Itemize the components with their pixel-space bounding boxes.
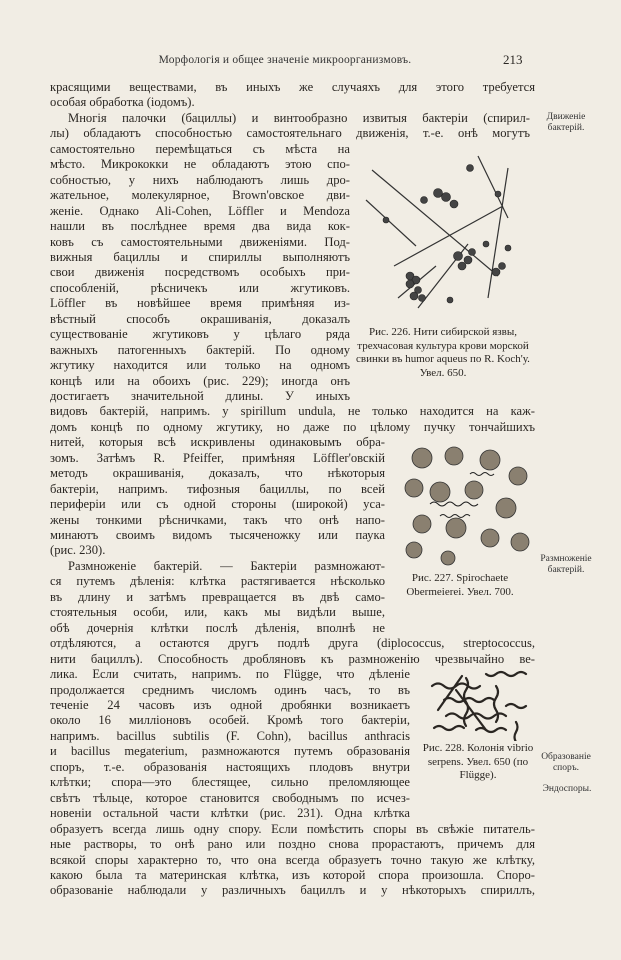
page-number: 213 (503, 52, 523, 67)
text-line: жгутику находится или только на одномъ (50, 358, 350, 373)
text-line: обѣ дочернія клѣтки послѣ дѣленія, вполнѣ не (50, 620, 385, 635)
text-line: отдѣляются, а остаются другъ подлѣ друга (diplococcus, streptococcus, (50, 636, 535, 651)
text-line: существованіе жгутиковъ у цѣлаго ряда (50, 327, 350, 342)
text-block-mid (50, 404, 535, 435)
text-line: Löffler въ новѣйшее время примѣняя из- (50, 296, 350, 311)
text-line: методъ окрашиванія, доказалъ, что нѣкоторыя (50, 466, 385, 481)
margin-note-spore: Образованіе споръ. (541, 752, 591, 773)
text-block-fig227 (50, 435, 385, 636)
text-line: жены тонкими рѣсничками, такъ что онѣ напо- (50, 512, 385, 527)
text-line: новеніи остальной части клѣтки (рис. 231). Одна клѣтка (50, 806, 410, 821)
text-line: зомъ. Затѣмъ R. Pfeiffer, примѣняя Löffler'овскій (50, 450, 385, 465)
text-line: бактеріи, напримъ. тифозныя бациллы, по всей (50, 481, 385, 496)
text-line: нити бациллъ). Способность дробляновъ къ размноженію чрезвычайно ве- (50, 651, 535, 666)
text-line: лы) обладаютъ способностью самостоятельнаго движенія, т.-е. онѣ могутъ (50, 126, 530, 141)
text-line: самостоятельно перемѣщаться съ мѣста на (50, 141, 350, 156)
text-line: всякой споры характерно то, что она всегда образуетъ точно такую же клѣтку, (50, 852, 535, 867)
text-line: образованіе наблюдали у различныхъ бациллъ и у нѣкоторыхъ спириллъ, (50, 883, 535, 898)
text-line: видовъ бактерій, напримъ. у spirillum undula, не только находится на каж- (50, 404, 535, 419)
text-line: мѣсто. Микрококки не обладаютъ этою спо- (50, 157, 350, 172)
text-line: около 16 милліоновъ особей. Кромѣ того бактеріи, (50, 713, 410, 728)
text-line: и bacillus megaterium, размножаются путемъ образованія (50, 744, 410, 759)
text-line: свои движенія посредствомъ особыхъ при- (50, 265, 350, 280)
text-line: клѣтки; спора—это блестящее, сильно преломляющее (50, 775, 410, 790)
text-line: домъ концѣ по одному жгутику, но даже по цѣлому пучку тончайшихъ (50, 419, 535, 434)
text-line: нашли въ послѣднее время два вида кок- (50, 219, 350, 234)
figure-227-illustration (400, 446, 535, 566)
text-line: ся путемъ дѣленія: клѣтка растягивается нѣсколько (50, 574, 385, 589)
text-line: (рис. 230). (50, 543, 106, 558)
text-block-bottom (50, 822, 535, 899)
margin-note-endospores: Эндоспоры. (542, 784, 592, 794)
figure-227-caption: Рис. 227. Spirochaete Obermeierei. Увел. 700. (406, 572, 514, 598)
text-block-fig226 (50, 142, 350, 405)
text-line: стоятельныя особи, или, какъ мы видѣли выше, (50, 605, 385, 620)
figure-228-caption: Рис. 228. Колонія vibrio serpens. Увел. 650 (по Flügge). (422, 742, 534, 782)
text-line: способленій, рѣсничекъ или жгутиковъ. (50, 280, 350, 295)
running-title: Морфологія и общее значеніе микроорганизмовъ. (158, 54, 412, 66)
text-line: красящими веществами, въ иныхъ же случаяхъ для этого требуется (50, 80, 535, 94)
text-block-mid2 (50, 636, 535, 667)
text-block-fig228 (50, 667, 410, 822)
text-line: теченіе 24 часовъ изъ одной дробянки возникаетъ (50, 698, 410, 712)
text-line: достигаетъ значительной длины. У иныхъ (50, 389, 350, 404)
text-line: споръ, т.-е. образованія настоящихъ плодовъ внутри (50, 759, 410, 774)
margin-note-reproduction: Размноженіе бактерій. (540, 554, 592, 575)
text-line: периферіи или съ одной стороны (широкой) уса- (50, 497, 385, 512)
text-line: напримъ. bacillus subtilis (F. Cohn), bacillus anthracis (50, 728, 410, 743)
text-line: важныхъ патогенныхъ бактерій. По одному (50, 342, 350, 357)
figure-228-illustration (426, 666, 536, 741)
text-line: Многія палочки (бациллы) и винтообразно извитыя бактеріи (спирил- (68, 110, 530, 125)
text-line: жательное, молекулярное, Brown'овское дви- (50, 188, 350, 203)
margin-note-motion: Движеніе бактерій. (546, 112, 586, 133)
text-line: продолжается среднимъ числомъ одинъ часъ, то въ (50, 682, 410, 697)
text-block-top (50, 80, 535, 142)
text-line: концѣ или на обоихъ (рис. 229); иногда онъ (50, 373, 350, 388)
text-line: вѣстный способъ окрашиванія, доказалъ (50, 311, 350, 326)
text-line: минаютъ своимъ видомъ тысяченожку или паука (50, 528, 385, 543)
text-line: нитей, которыя всѣ искривлены одинаковымъ обра- (50, 435, 385, 450)
text-line: образуетъ всегда лишь одну спору. Если помѣстить споры въ свѣжіе питатель- (50, 821, 535, 836)
figure-226-illustration (358, 148, 528, 323)
text-line: вижныя бациллы и спириллы выполняютъ (50, 249, 350, 264)
text-line: лика. Если считать, напримъ. по Flügge, что дѣленіе (50, 667, 410, 682)
text-line: Размноженіе бактерій. — Бактеріи размножают- (68, 558, 385, 573)
text-line: особая обработка (іодомъ). (50, 95, 195, 110)
text-line: въ длину и затѣмъ превращается въ двѣ само- (50, 589, 385, 604)
text-line: какою была та материнская клѣтка, изъ которой спора произошла. Споро- (50, 867, 535, 882)
figure-226-caption: Рис. 226. Нити сибирской язвы, трехчасовая культура крови морской свинки въ humor aqueus по R. Koch'у. Увел. 650. (356, 326, 530, 379)
text-line: женіе. Однако Ali-Cohen, Löffler и Mendoza (50, 203, 350, 218)
text-line: свѣтъ тѣльце, которое становится свободнымъ по исчез- (50, 790, 410, 805)
text-line: ковъ съ самостоятельными движеніями. Под- (50, 234, 350, 249)
text-line: ные растворы, то онѣ рано или поздно снова прорастаютъ, причемъ для (50, 837, 535, 852)
text-line: собностью, у нихъ наблюдаютъ лишь дро- (50, 172, 350, 187)
